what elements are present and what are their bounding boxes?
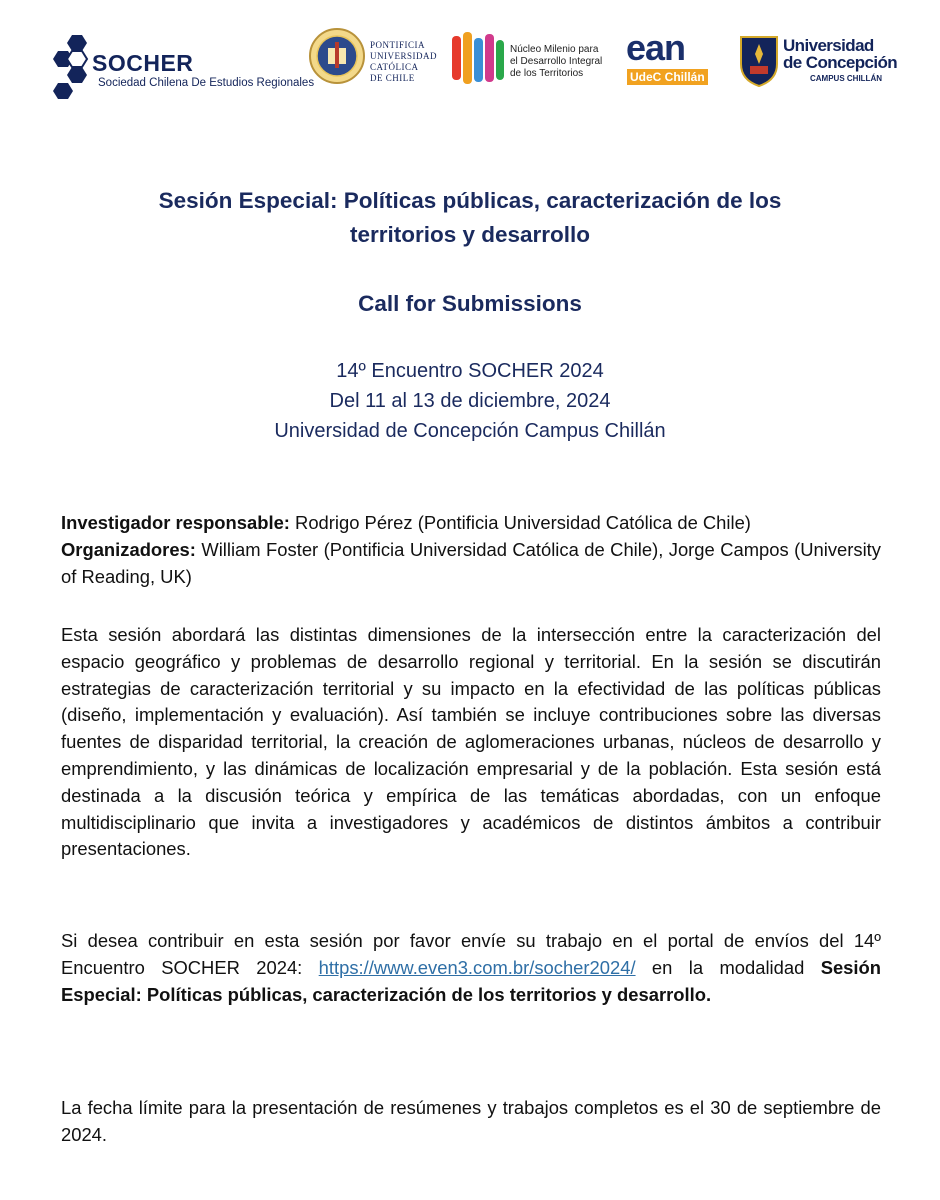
organizers-label: Organizadores:	[61, 538, 196, 560]
socher-subtitle: Sociedad Chilena De Estudios Regionales	[98, 77, 315, 89]
puc-logo	[308, 18, 448, 98]
contribute-middle: en la modalidad	[635, 956, 821, 978]
description-paragraph: Esta sesión abordará las distintas dimensiones de la intersección entre la caracterización del espacio geográfico y problemas de desarrollo regional y territorial. En la sesión se discutirán estrategias de caracterización territorial y su impacto en la efectividad de las políticas públicas (diseño, implementación y evaluación). Así también se incluye contribuciones sobre las diversas fuentes de disparidad territorial, la creación de aglomeraciones urbanas, núcleos de desarrollo y emprendimiento, y las dinámicas de localización empresarial y de la población. Esta sesión está destinada a la discusión teórica y empírica de las temáticas abordadas, con un enfoque multidisciplinario que invita a investigadores y académicos de distintos ámbitos a contribuir presentaciones.	[61, 624, 881, 860]
people-section	[61, 510, 881, 590]
udec-line1: Universidad	[783, 36, 874, 55]
udec-logo	[738, 34, 898, 94]
puc-crest-icon	[308, 18, 366, 94]
nucleo-name: Núcleo Milenio para el Desarrollo Integral de los Territorios	[510, 44, 603, 79]
responsible-label: Investigador responsable:	[61, 512, 290, 533]
organizers-line	[61, 537, 881, 591]
udec-line3: CAMPUS CHILLÁN	[810, 74, 882, 83]
socher-logo	[50, 30, 315, 100]
call-heading: Call for Submissions	[358, 291, 582, 316]
udec-shield-icon	[738, 34, 780, 88]
nucleo-milenio-logo	[450, 30, 620, 90]
title-line-1: Sesión Especial: Políticas públicas, caracterización de los	[158, 188, 782, 213]
ean-wordmark: ean	[626, 27, 686, 68]
udec-line2: de Concepción	[783, 53, 898, 72]
title-line-2: territorios y desarrollo	[349, 222, 591, 247]
contribute-paragraph	[61, 928, 881, 1008]
contribute-text: Si desea contribuir en esta sesión por favor envíe su trabajo en el portal de envíos del 14º Encuentro SOCHER 2024:	[61, 930, 881, 978]
event-venue: Universidad de Concepción Campus Chillán	[274, 420, 666, 442]
puc-name: PONTIFICIA UNIVERSIDAD CATÓLICA DE CHILE	[370, 40, 437, 83]
socher-name: SOCHER	[92, 50, 194, 76]
event-name: 14º Encuentro SOCHER 2024	[336, 360, 604, 382]
nucleo-colorful-mark-icon	[450, 30, 506, 90]
deadline-paragraph: La fecha límite para la presentación de resúmenes y trabajos completos es el 30 de septiembre de 2024.	[61, 1097, 881, 1145]
organizers-value: William Foster (Pontificia Universidad Católica de Chile), Jorge Campos (University of Reading, UK)	[61, 538, 881, 587]
responsible-line	[61, 510, 881, 537]
ean-subtitle: UdeC Chillán	[627, 69, 708, 85]
logo-bar	[0, 0, 940, 120]
event-info	[0, 356, 940, 446]
page-title	[0, 184, 940, 252]
responsible-value: Rodrigo Pérez (Pontificia Universidad Católica de Chile)	[289, 512, 751, 533]
event-dates: Del 11 al 13 de diciembre, 2024	[329, 390, 611, 412]
ean-udec-chillan-logo	[626, 27, 726, 93]
submission-link[interactable]: https://www.even3.com.br/socher2024/	[318, 956, 636, 978]
modality-name: Sesión Especial: Políticas públicas, caracterización de los territorios y desarrollo.	[61, 956, 881, 1005]
